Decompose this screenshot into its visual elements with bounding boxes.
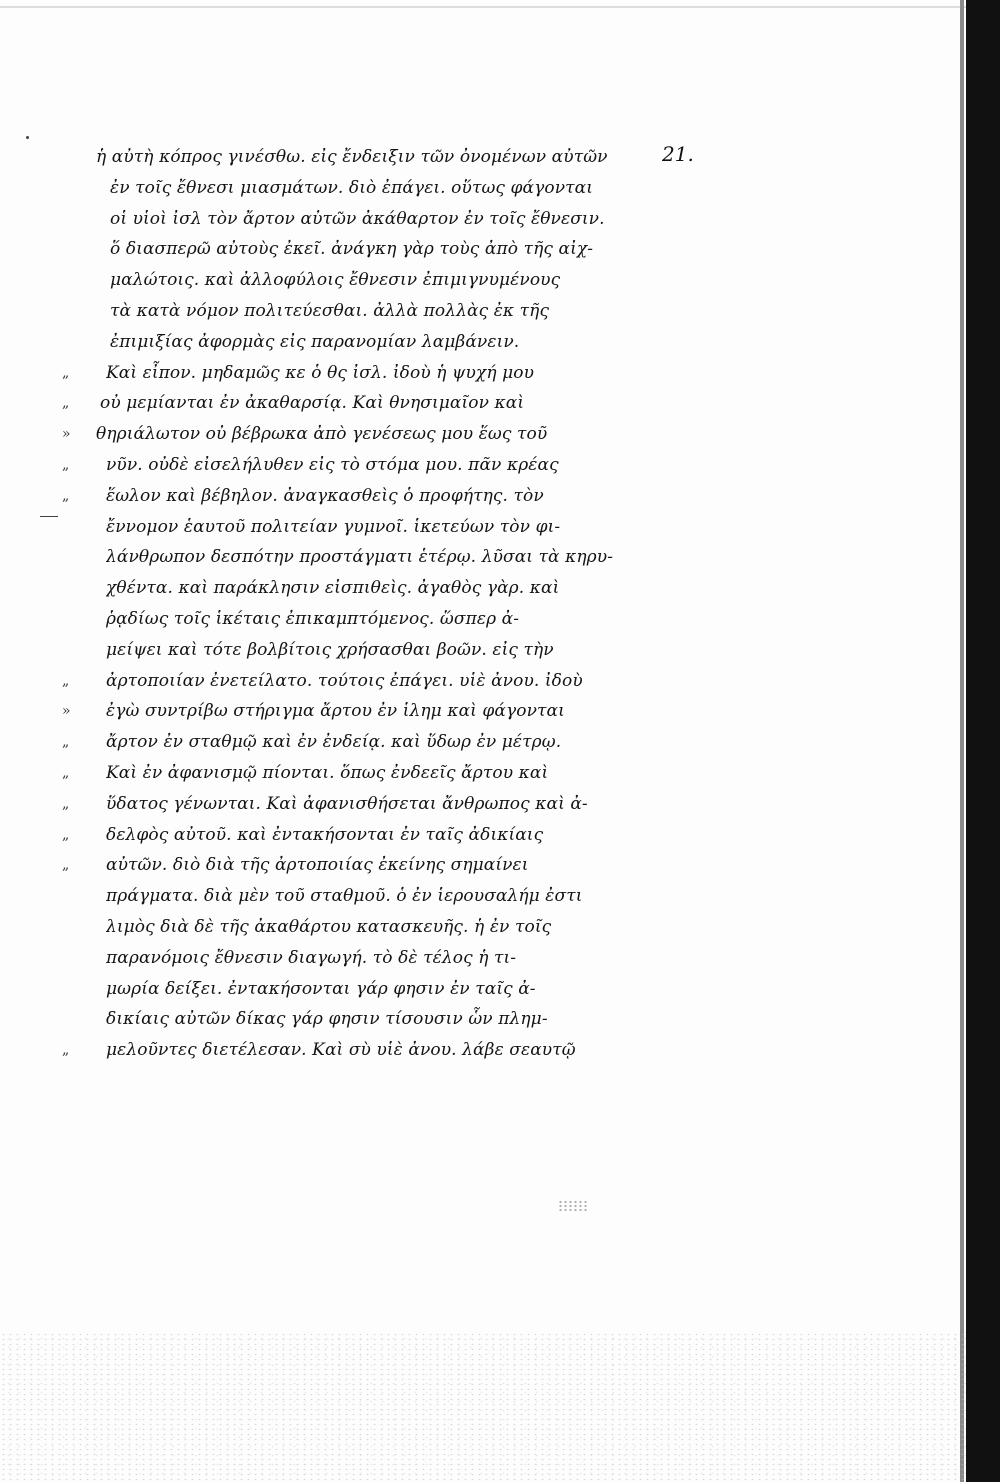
text-line: παρανόμοις ἔθνεσιν διαγωγή. τὸ δὲ τέλος ἡ τι- [106, 947, 517, 968]
margin-dash [40, 516, 58, 517]
text-line: δικίαις αὐτῶν δίκας γάρ φησιν τίσουσιν ὧν πλημ- [106, 1009, 548, 1030]
text-line: μελοῦντες διετέλεσαν. Καὶ σὺ υἱὲ ἀνου. λάβε σεαυτῷ [106, 1040, 576, 1061]
text-line: ἀρτοποιίαν ἐνετείλατο. τούτοις ἐπάγει. υἱὲ ἀνου. ἰδοὺ [106, 670, 583, 691]
margin-quote-marker: » [62, 703, 71, 720]
text-line: λάνθρωπον δεσπότην προστάγματι ἑτέρῳ. λῦσαι τὰ κηρυ- [106, 547, 614, 568]
margin-quote-marker: „ [62, 672, 70, 689]
page-scan-noise [0, 1332, 966, 1482]
text-line: ἕωλον καὶ βέβηλον. ἀναγκασθεὶς ὁ προφήτης. τὸν [106, 485, 544, 506]
text-line: ῥᾳδίως τοῖς ἱκέταις ἐπικαμπτόμενος. ὥσπερ ἀ- [106, 609, 520, 629]
page-top-edge [0, 6, 966, 8]
text-line: ἡ αὐτὴ κόπρος γινέσθω. εἰς ἔνδειξιν τῶν ὀνομένων αὐτῶν [96, 147, 608, 167]
margin-quote-marker: „ [62, 457, 70, 473]
text-line: ἐγὼ συντρίβω στήριγμα ἄρτου ἐν ἱλημ καὶ φάγονται [106, 701, 565, 722]
margin-quote-marker: „ [62, 487, 70, 504]
text-line: πράγματα. διὰ μὲν τοῦ σταθμοῦ. ὁ ἐν ἱερουσαλήμ ἐστι [106, 886, 583, 907]
margin-quote-marker: „ [62, 364, 70, 381]
text-line: οἱ υἱοὶ ἰσλ τὸν ἄρτον αὐτῶν ἀκάθαρτον ἐν τοῖς ἔθνεσιν. [110, 208, 605, 229]
margin-quote-marker: „ [62, 857, 70, 874]
text-line: μωρία δείξει. ἐντακήσονται γάρ φησιν ἐν ταῖς ἀ- [106, 978, 536, 999]
text-line: ἔννομον ἑαυτοῦ πολιτείαν γυμνοῖ. ἱκετεύων τὸν φι- [106, 516, 561, 537]
text-line: μαλώτοις. καὶ ἀλλοφύλοις ἔθνεσιν ἐπιμιγνυμένους [110, 270, 561, 291]
text-line: δελφὸς αὐτοῦ. καὶ ἐντακήσονται ἐν ταῖς ἀδικίαις [106, 824, 544, 845]
text-line: χθέντα. καὶ παράκλησιν εἰσπιθεὶς. ἀγαθὸς γὰρ. καὶ [106, 578, 560, 599]
text-line: οὐ μεμίανται ἐν ἀκαθαρσίᾳ. Καὶ θνησιμαῖον καὶ [100, 393, 525, 414]
text-line: ὅ διασπερῶ αὐτοὺς ἐκεῖ. ἀνάγκη γὰρ τοὺς ἀπὸ τῆς αἰχ- [110, 239, 594, 260]
text-line: νῦν. οὐδὲ εἰσελήλυθεν εἰς τὸ στόμα μου. πᾶν κρέας [106, 455, 559, 475]
margin-quote-marker: „ [62, 826, 70, 843]
margin-quote-marker: » [62, 426, 71, 443]
text-line: Καὶ ἐν ἀφανισμῷ πίονται. ὅπως ἐνδεεῖς ἄρτου καὶ [106, 763, 549, 783]
text-line: ὕδατος γένωνται. Καὶ ἀφανισθήσεται ἄνθρωπος καὶ ἀ- [106, 793, 588, 814]
margin-dot [26, 136, 29, 139]
text-line: θηριάλωτον οὐ βέβρωκα ἀπὸ γενέσεως μου ἕως τοῦ [96, 424, 548, 445]
text-line: ἐπιμιξίας ἀφορμὰς εἰς παρανομίαν λαμβάνειν. [110, 331, 520, 352]
margin-quote-marker: „ [62, 1042, 70, 1059]
text-line: τὰ κατὰ νόμον πολιτεύεσθαι. ἀλλὰ πολλὰς ἐκ τῆς [110, 301, 550, 321]
margin-quote-marker: „ [62, 395, 70, 412]
text-line: λιμὸς διὰ δὲ τῆς ἀκαθάρτου κατασκευῆς. ἡ ἐν τοῖς [106, 917, 552, 937]
text-line: ἐν τοῖς ἔθνεσι μιασμάτων. διὸ ἐπάγει. οὕτως φάγονται [110, 177, 594, 198]
text-line: ἄρτον ἐν σταθμῷ καὶ ἐν ἐνδείᾳ. καὶ ὕδωρ ἐν μέτρῳ. [106, 732, 562, 753]
page-binding-edge [966, 0, 1000, 1482]
folio-number: 21. [662, 142, 694, 166]
margin-quote-marker: „ [62, 765, 70, 781]
text-line: Καὶ εἶπον. μηδαμῶς κε ὁ θς ἰσλ. ἰδοὺ ἡ ψυχή μου [106, 362, 535, 383]
text-line: αὐτῶν. διὸ διὰ τῆς ἀρτοποιίας ἐκείνης σημαίνει [106, 855, 529, 876]
margin-quote-marker: „ [62, 734, 70, 751]
text-line: μείψει καὶ τότε βολβίτοις χρήσασθαι βοῶν. εἰς τὴν [106, 639, 554, 660]
ink-stain [558, 1200, 588, 1212]
margin-quote-marker: „ [62, 795, 70, 812]
